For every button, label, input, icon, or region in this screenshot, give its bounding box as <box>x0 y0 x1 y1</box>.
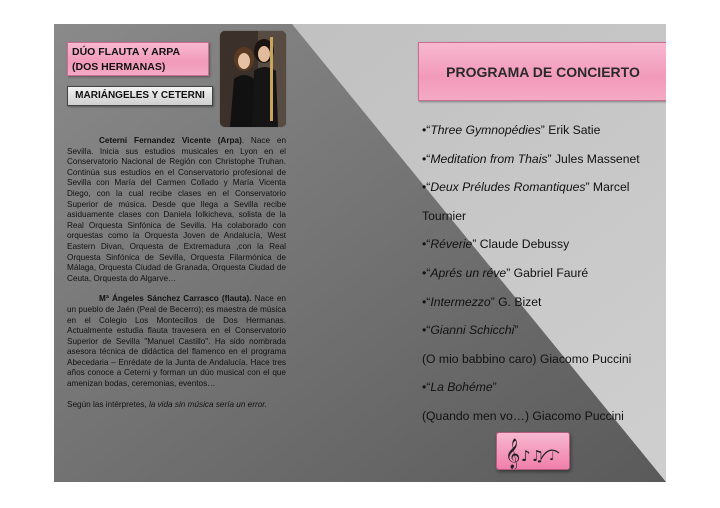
svg-text:𝄞: 𝄞 <box>505 439 521 469</box>
program-composer: Claude Debussy <box>476 237 570 252</box>
program-bullet: •“ <box>422 294 431 309</box>
duo-title-line2: (DOS HERMANAS) <box>72 61 166 73</box>
program-title-box <box>418 42 666 101</box>
music-notes-icon <box>496 432 570 470</box>
program-item <box>422 373 666 402</box>
program-item <box>422 288 666 317</box>
program-item <box>422 116 666 145</box>
program-close: ” <box>506 265 511 280</box>
program-item <box>422 402 666 431</box>
program-item <box>422 316 666 345</box>
program-composer: Gabriel Fauré <box>510 265 589 280</box>
program-close: ” <box>514 323 519 338</box>
program-title: PROGRAMA DE CONCIERTO <box>446 63 640 80</box>
bio-ceterni: Ceterni Fernandez Vicente (Arpa). Nace en Sevilla. Inicia sus estudios musicales en Lyon en el Conservatorio Nacional de Región con Christophe Truhan. Continúa sus estudios en el Conservatorio profesional de Sevilla con María del Carmen Collado y María Vicenta Diego, con la cual recibe clases en el Conservatorio Superior de música. Desde que llega a Sevilla recibe asiduamente clases con Daniela Iolkicheva, solista de la Real Orquesta Sinfónica de Sevilla. Ha colaborado con orquestas como la Orquesta Joven de Andalucía, West Eastern Divan, Orquesta de Extremadura ,con la Real Orquesta Sinfónica de Sevilla, Orquesta Filarmónica de Málaga, Orquesta Ciudad de Granada, Orquesta Ciudad de Ceuta, Orquesta do Algarve… <box>67 136 286 283</box>
program-bullet: •“ <box>422 123 431 137</box>
duo-photo <box>219 30 287 128</box>
program-work: Deux Préludes Romantiques <box>430 180 586 195</box>
program-close: ” <box>585 180 590 195</box>
program-work: La Bohéme <box>430 380 493 395</box>
program-work: Intermezzo <box>430 294 491 309</box>
program-work: Three Gymnopédies <box>430 123 541 137</box>
program-continuation: (O mio babbino caro) Giacomo Puccini <box>422 351 632 366</box>
program-work: Aprés un réve <box>430 265 507 280</box>
program-composer: Jules Massenet <box>551 151 640 166</box>
program-item <box>422 345 666 374</box>
program-bullet: •“ <box>422 180 431 195</box>
program-continuation: (Quando men vo…) Giacomo Puccini <box>422 408 624 423</box>
program-item <box>422 173 666 202</box>
svg-text:♩: ♩ <box>549 449 555 463</box>
bio-mariangeles: Mª Ángeles Sánchez Carrasco (flauta). Nace en un pueblo de Jaén (Peal de Becerro); es maestra de música en el Colegio Los Montecillos de Dos Hermanas. Actualmente estudia flauta travesera en el Conservatorio Superior de Sevilla "Manuel Castillo". Ha sido nombrada asesora técnica de didáctica del flamenco en el programa Abecedaria – Enrédate de la Junta de Andalucía. Hace tres años conoce a Ceterni y forman un dúo musical con el que amenizan bodas, ceremonias, eventos… <box>67 294 286 389</box>
program-bullet: •“ <box>422 380 431 395</box>
program-item <box>422 202 666 231</box>
duo-title-line1: DÚO FLAUTA Y ARPA <box>72 46 181 58</box>
program-item <box>422 230 666 259</box>
quote: Según las intérpretes, la vida sin música sería un error. <box>67 399 267 409</box>
program-close: ” <box>492 380 497 395</box>
program-work: Réverie <box>430 237 473 252</box>
program-work: Meditation from Thais <box>430 151 548 166</box>
program-item <box>422 259 666 288</box>
brochure-sheet <box>54 24 666 482</box>
svg-text:♪♫: ♪♫ <box>521 447 545 465</box>
program-item <box>422 145 666 174</box>
program-bullet: •“ <box>422 151 431 166</box>
program-work: Gianni Schicchi <box>430 323 515 338</box>
program-list <box>422 116 666 431</box>
program-close: ” <box>472 237 477 252</box>
biography-text <box>67 136 286 420</box>
program-continuation: Tournier <box>422 208 467 223</box>
program-bullet: •“ <box>422 265 431 280</box>
program-composer: G. Bizet <box>494 294 542 309</box>
program-composer: Erik Satie <box>544 123 601 137</box>
program-composer: Marcel <box>589 180 630 195</box>
program-bullet: •“ <box>422 323 431 338</box>
performer-names: MARIÁNGELES Y CETERNI <box>67 86 213 106</box>
program-bullet: •“ <box>422 237 431 252</box>
program-close: ” <box>547 151 552 166</box>
program-close: ” <box>540 123 545 137</box>
duo-title-box <box>67 42 209 76</box>
program-close: ” <box>490 294 495 309</box>
